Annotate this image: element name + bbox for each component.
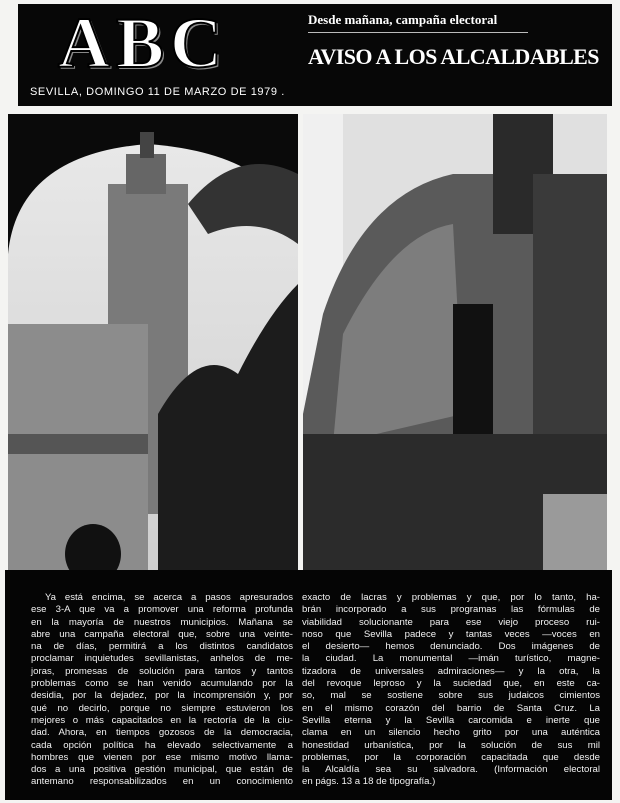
article-line: cada opción política ha elevado selectivamente a bbox=[31, 739, 293, 751]
headline: AVISO A LOS ALCALDABLES bbox=[308, 44, 599, 69]
article-line: en la mayoría de nuestros municipios. Mañana se bbox=[31, 616, 293, 628]
abc-logo: ABC bbox=[58, 3, 229, 83]
kicker: Desde mañana, campaña electoral bbox=[308, 12, 498, 27]
masthead bbox=[18, 4, 612, 106]
article-line: abre una campaña electoral que, sobre una veinte- bbox=[31, 628, 293, 640]
photo-santa-cruz-wall bbox=[303, 114, 607, 570]
article-line: problemas como se han venido acumulando por la bbox=[31, 678, 293, 690]
article-line: en págs. 13 a 18 de tipografía.) bbox=[302, 776, 436, 788]
giralda-image bbox=[8, 114, 298, 570]
article-line: qué no decirlo, porque no siempre estuvieron los bbox=[31, 702, 293, 714]
article-line: proclamar inquietudes sevillanistas, anhelos de me- bbox=[31, 653, 293, 665]
article-line: Ya está encima, se acerca a pasos apresurados bbox=[45, 592, 293, 603]
article-line: problemas, por la corporación capacitada que desde bbox=[302, 751, 600, 763]
article-line: honestidad urbanística, por la solución de sus mil bbox=[302, 739, 600, 751]
photo-giralda bbox=[8, 114, 298, 570]
dateline: SEVILLA, DOMINGO 11 DE MARZO DE 1979 . bbox=[30, 86, 285, 98]
article-text-block bbox=[5, 570, 612, 800]
article-line: brán incorporado a sus programas las fórmulas de bbox=[302, 604, 600, 616]
article-line: el desierto— hemos denunciado. Dos imágenes de bbox=[302, 641, 600, 653]
article-line: desidia, por la dejadez, por la incomprensión y, por bbox=[31, 690, 293, 702]
article-line: dos a una positiva gestión municipal, que están de bbox=[31, 764, 293, 776]
article-line: viabilidad solucionante para ese viejo proceso rui- bbox=[302, 616, 600, 628]
kicker-rule bbox=[308, 32, 528, 33]
article-line: na de días, permitirá a los distintos candidatos bbox=[31, 641, 293, 653]
article-line: tizadora de universales admiraciones— y la otra, la bbox=[302, 665, 600, 677]
article-line: antemano responsabilizados en un conocimiento bbox=[31, 776, 293, 788]
article-line: la ciudad. La monumental —imán turístico, magne- bbox=[302, 653, 600, 665]
article-line: Sevilla eterna y la Sevilla carcomida e inerte que bbox=[302, 714, 600, 726]
article-column-left bbox=[31, 592, 293, 789]
wall-image bbox=[303, 114, 607, 570]
article-line: joras, promesas de solución para tantos y tantos bbox=[31, 665, 293, 677]
article-line: del revoque leproso y la suciedad que, en este ca- bbox=[302, 678, 600, 690]
article-line: hombres que vienen por ese mismo motivo llama- bbox=[31, 751, 293, 763]
article-line: so, mal se sostiene sobre sus judaicos cimientos bbox=[302, 690, 600, 702]
article-line: en el mismo corazón del barrio de Santa Cruz. La bbox=[302, 702, 600, 714]
article-line: ese 3-A que va a promover una reforma profunda bbox=[31, 604, 293, 616]
article-line: mejores o más capacitados en la rectoría de la ciu- bbox=[31, 714, 293, 726]
article-line: dad. Ahora, en tiempos gozosos de la democracia, bbox=[31, 727, 293, 739]
article-column-right bbox=[302, 592, 600, 789]
article-line: la Alcaldía sea su salvadora. (Información electoral bbox=[302, 764, 600, 776]
article-line: clama en un silencio hecho grito por una auténtica bbox=[302, 727, 600, 739]
article-line: exacto de lacras y problemas y que, por lo tanto, ha- bbox=[302, 592, 600, 603]
article-line: noso que Sevilla padece y tantas veces —voces en bbox=[302, 628, 600, 640]
